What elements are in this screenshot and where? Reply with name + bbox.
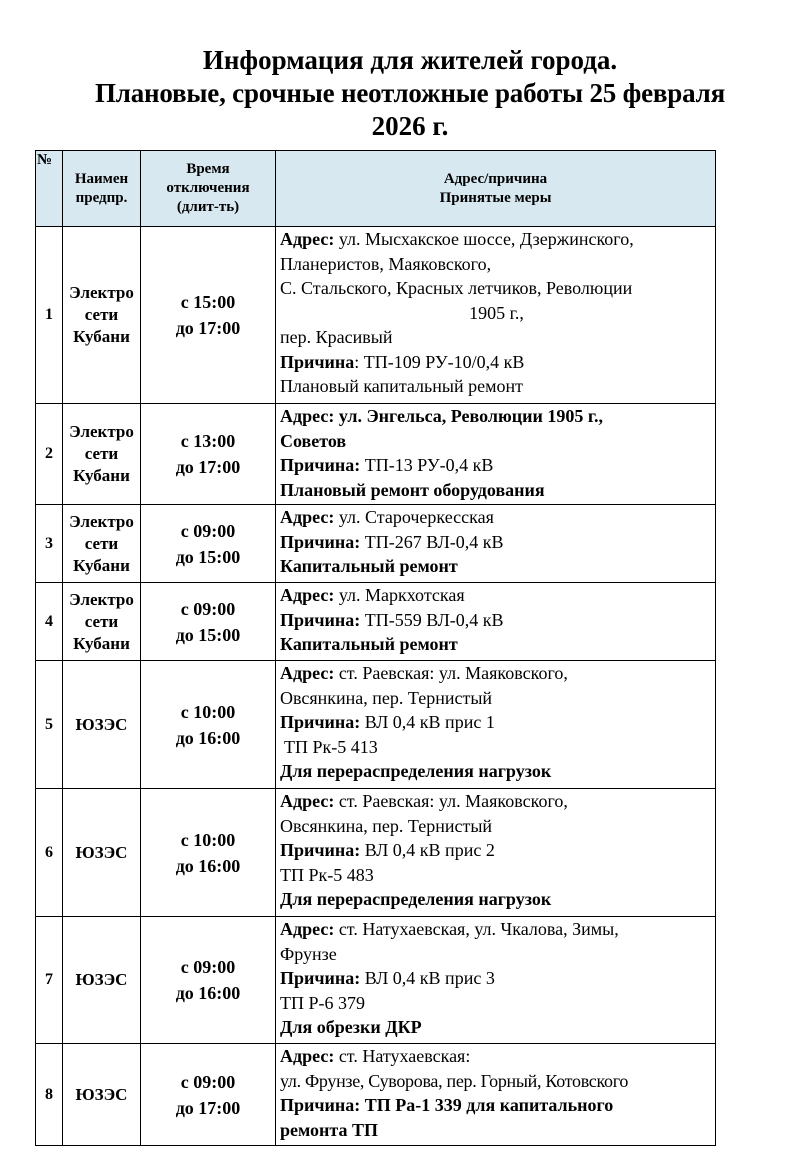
reason-label: Причина:: [280, 712, 361, 732]
table-row: [36, 1044, 716, 1146]
time-to: до 17:00: [175, 318, 241, 338]
row-num: 1: [36, 227, 63, 404]
address-label: Адрес:: [280, 585, 335, 605]
row-org: ЮЗЭС: [63, 661, 141, 789]
address-label: Адрес:: [280, 507, 335, 527]
reason-text: ВЛ 0,4 кВ прис 2: [360, 840, 495, 860]
address-line: [280, 661, 713, 686]
address-label: Адрес:: [280, 663, 335, 683]
reason-line: [280, 1093, 713, 1118]
address-line: [280, 1044, 713, 1069]
time-from: с 13:00: [180, 431, 236, 451]
address-line: [280, 505, 713, 530]
time-from: с 15:00: [180, 292, 236, 312]
address-text: 1905 г.,: [469, 302, 524, 323]
row-time: [141, 404, 276, 505]
org-line: Кубани: [73, 327, 130, 346]
time-from: с 10:00: [180, 701, 236, 722]
org-line: сети: [84, 305, 119, 324]
table-row: [36, 789, 716, 917]
reason-line: [280, 530, 713, 555]
row-info: [276, 583, 716, 661]
time-from: с 09:00: [180, 1071, 236, 1092]
row-info: [276, 1044, 716, 1146]
reason-label: Причина:: [280, 840, 361, 860]
header-info-line: Адрес/причина: [443, 170, 548, 187]
row-num: 5: [36, 661, 63, 789]
row-time: [141, 227, 276, 404]
address-text: Советов: [280, 430, 347, 451]
address-text: ул. Маркхотская: [334, 585, 465, 605]
table-row: [36, 227, 716, 404]
table-row: [36, 661, 716, 789]
measure-text: Для перераспределения нагрузок: [280, 889, 552, 909]
header-time-line: (длит-ть): [176, 199, 240, 215]
address-text: ст. Натухаевская, ул. Чкалова, Зимы,: [334, 919, 619, 939]
reason-label: Причина:: [280, 1095, 361, 1115]
address-text: ул. Мысхакское шоссе, Дзержинского,: [334, 229, 634, 249]
header-time: [141, 151, 276, 227]
address-label: Адрес:: [280, 791, 335, 811]
time-to: до 17:00: [175, 457, 241, 477]
row-info: [276, 789, 716, 917]
row-org: ЮЗЭС: [63, 789, 141, 917]
row-time: [141, 661, 276, 789]
time-to: до 15:00: [175, 546, 241, 567]
row-org: [63, 583, 141, 661]
table-row: [36, 917, 716, 1044]
row-num: 3: [36, 505, 63, 583]
row-num: 2: [36, 404, 63, 505]
address-label: Адрес:: [280, 406, 335, 426]
address-text: ул. Фрунзе, Суворова, пер. Горный, Котовского: [280, 1070, 629, 1091]
time-from: с 09:00: [180, 520, 236, 541]
org-line: сети: [84, 533, 119, 553]
address-text: ул. Старочеркесская: [334, 507, 494, 527]
row-time: [141, 917, 276, 1044]
reason-line: [280, 453, 713, 478]
reason-text: ВЛ 0,4 кВ прис 3: [360, 968, 495, 988]
table-row: [36, 505, 716, 583]
reason-line: [280, 608, 713, 633]
reason-line: [280, 710, 713, 735]
table-row: [36, 583, 716, 661]
header-time-line: Время: [186, 161, 230, 177]
measure-text: Плановый капитальный ремонт: [280, 376, 523, 396]
header-org-line: предпр.: [75, 189, 128, 206]
time-to: до 15:00: [175, 624, 241, 645]
address-text: ст. Раевская: ул. Маяковского,: [334, 791, 568, 811]
time-to: до 16:00: [175, 855, 241, 876]
row-org: [63, 404, 141, 505]
org-line: Кубани: [73, 555, 130, 575]
address-line: [280, 404, 713, 429]
address-label: Адрес:: [280, 1046, 335, 1066]
reason-line: [280, 350, 713, 375]
org-line: сети: [84, 611, 119, 631]
reason-text: ремонта ТП: [280, 1119, 378, 1140]
outage-table: [35, 150, 716, 1146]
header-org-line: Наимен: [74, 170, 129, 187]
measure-text: Капитальный ремонт: [280, 556, 458, 576]
address-line: [280, 583, 713, 608]
time-to: до 17:00: [175, 1097, 241, 1118]
org-line: Электро: [69, 589, 134, 609]
time-to: до 16:00: [175, 983, 241, 1003]
title-line-3: 2026 г.: [371, 111, 449, 141]
reason-text: ТП Рк-5 413: [284, 736, 378, 757]
reason-label: Причина:: [280, 455, 361, 475]
address-text: Овсянкина, пер. Тернистый: [280, 815, 493, 836]
row-org: [63, 227, 141, 404]
time-to: до 16:00: [175, 727, 241, 748]
row-time: [141, 1044, 276, 1146]
measure-text: Для перераспределения нагрузок: [280, 761, 552, 781]
title-line-2: Плановые, срочные неотложные работы 25 февраля: [95, 78, 725, 108]
row-time: [141, 583, 276, 661]
reason-label: Причина: [280, 351, 355, 372]
row-num: 6: [36, 789, 63, 917]
reason-text: ТП Рк-5 483: [280, 864, 374, 885]
page-title: [30, 44, 790, 143]
measure-text: Капитальный ремонт: [280, 634, 458, 654]
row-org: ЮЗЭС: [63, 1044, 141, 1146]
reason-text: ТП-559 ВЛ-0,4 кВ: [360, 609, 504, 630]
header-info-line: Принятые меры: [439, 189, 552, 206]
reason-text: ТП-267 ВЛ-0,4 кВ: [360, 531, 504, 552]
row-num: 7: [36, 917, 63, 1044]
row-time: [141, 789, 276, 917]
address-line: [280, 917, 713, 942]
row-info: [276, 661, 716, 789]
table-row: [36, 404, 716, 505]
reason-label: Причина:: [280, 609, 361, 630]
time-from: с 09:00: [180, 598, 236, 619]
table-header-row: [36, 151, 716, 227]
header-info: [276, 151, 716, 227]
org-line: Электро: [69, 511, 134, 531]
org-line: Кубани: [73, 633, 130, 653]
row-org: [63, 505, 141, 583]
address-line: [280, 789, 713, 814]
row-org: ЮЗЭС: [63, 917, 141, 1044]
address-line: [280, 227, 713, 252]
reason-text: : ТП-109 РУ-10/0,4 кВ: [354, 351, 525, 372]
row-num: 4: [36, 583, 63, 661]
reason-text: ТП-13 РУ-0,4 кВ: [360, 455, 494, 475]
measure-text: Для обрезки ДКР: [280, 1017, 422, 1037]
row-time: [141, 505, 276, 583]
header-org: [63, 151, 141, 227]
row-info: [276, 227, 716, 404]
reason-text: ТП Р-6 379: [280, 992, 365, 1013]
row-num: 8: [36, 1044, 63, 1146]
title-line-1: Информация для жителей города.: [202, 45, 618, 75]
org-line: Кубани: [73, 466, 130, 485]
address-text: ст. Раевская: ул. Маяковского,: [334, 663, 568, 683]
time-from: с 09:00: [180, 957, 236, 977]
reason-text: ВЛ 0,4 кВ прис 1: [360, 712, 495, 732]
address-label: Адрес:: [280, 229, 335, 249]
address-label: Адрес:: [280, 919, 335, 939]
row-info: [276, 404, 716, 505]
reason-text: ТП Ра-1 339 для капитального: [360, 1095, 614, 1115]
header-time-line: отключения: [166, 180, 250, 196]
reason-label: Причина:: [280, 968, 361, 988]
header-num: №: [36, 151, 63, 227]
reason-line: [280, 838, 713, 863]
time-from: с 10:00: [180, 829, 236, 850]
address-text: Фрунзе: [280, 943, 337, 964]
row-info: [276, 505, 716, 583]
address-text: Овсянкина, пер. Тернистый: [280, 687, 493, 708]
reason-line: [280, 966, 713, 991]
address-text: ул. Энгельса, Революции 1905 г.,: [334, 406, 604, 426]
org-line: Электро: [69, 283, 134, 302]
measure-text: Плановый ремонт оборудования: [280, 479, 545, 500]
org-line: сети: [84, 444, 119, 463]
address-text: С. Стальского, Красных летчиков, Революции: [280, 278, 633, 298]
address-text: пер. Красивый: [280, 327, 393, 347]
org-line: Электро: [69, 422, 134, 441]
address-text: Планеристов, Маяковского,: [280, 253, 492, 274]
row-info: [276, 917, 716, 1044]
reason-label: Причина:: [280, 531, 361, 552]
address-text: ст. Натухаевская:: [334, 1046, 471, 1066]
